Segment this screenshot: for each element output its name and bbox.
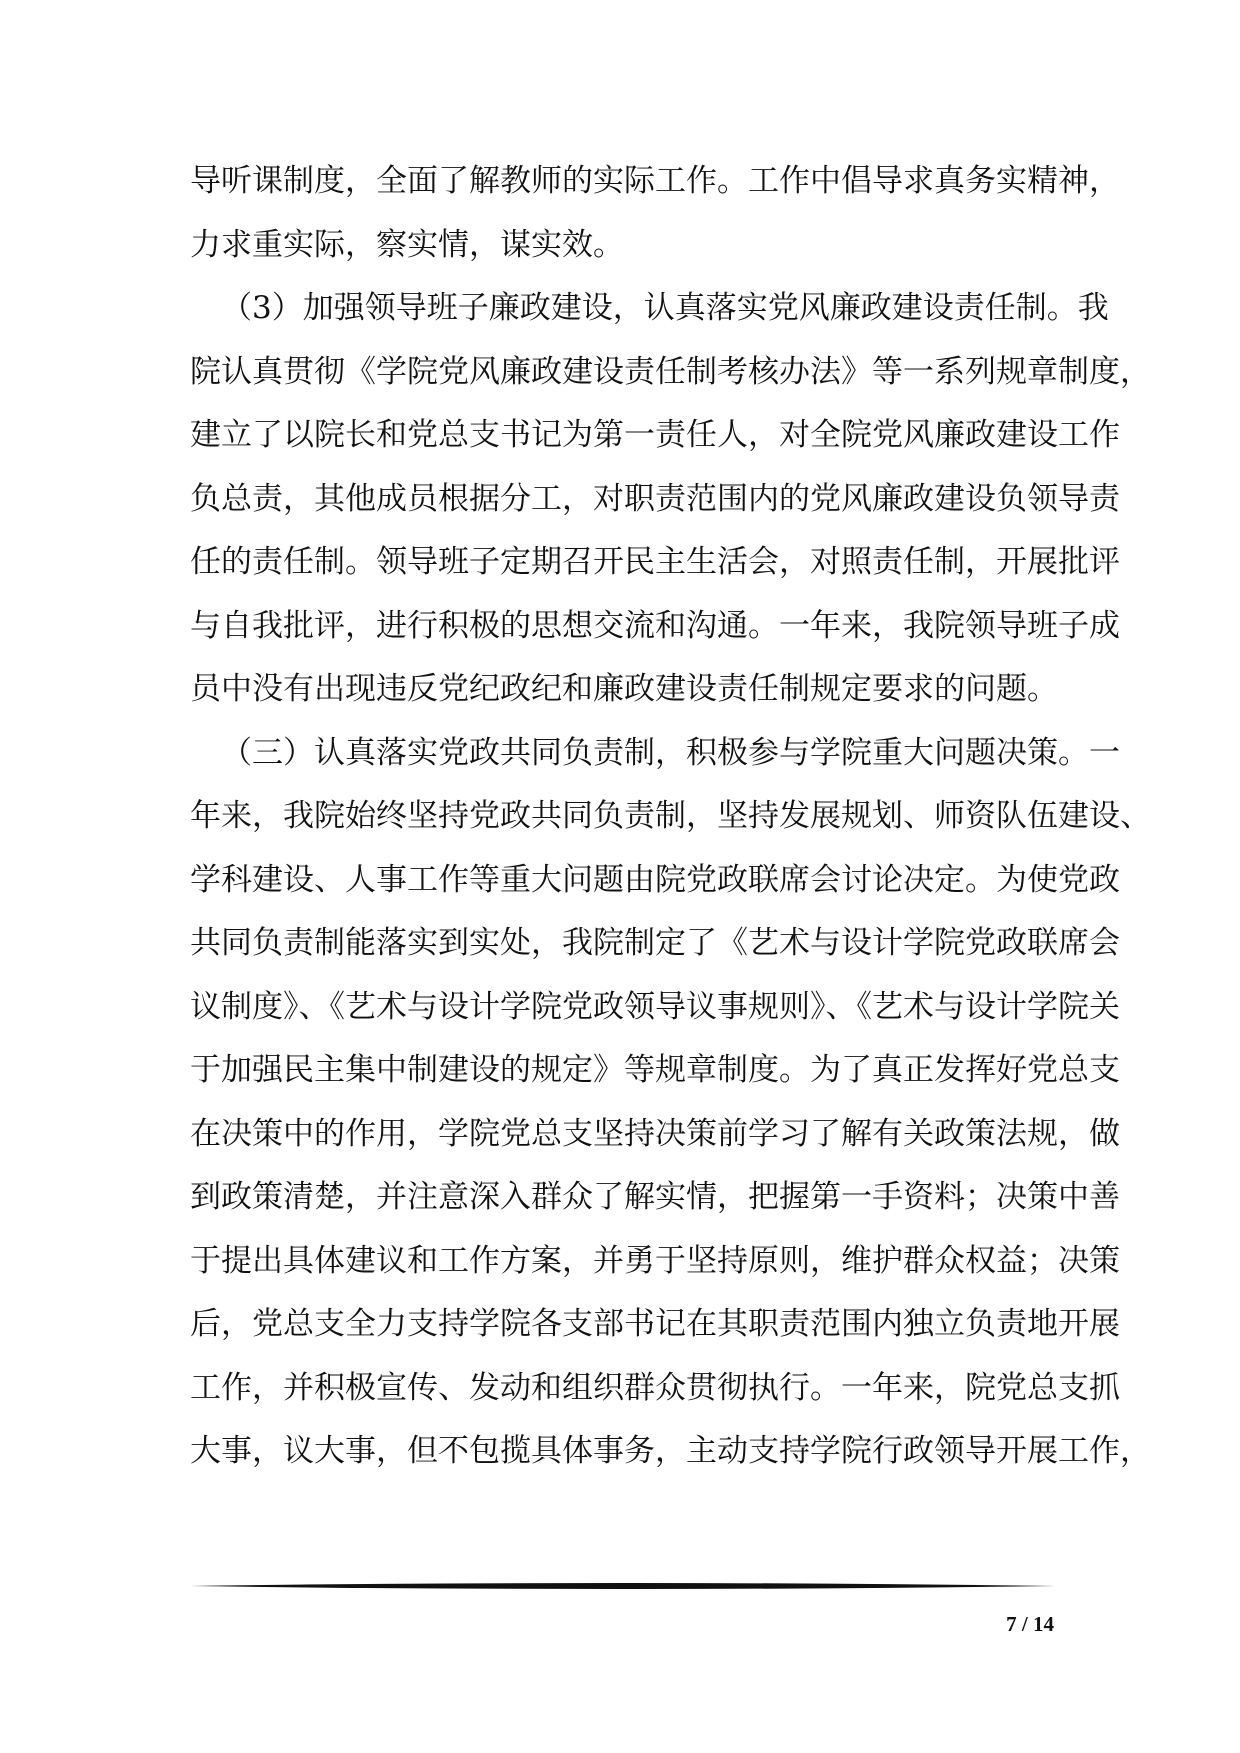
body-line: 工作，并积极宣传、发动和组织群众贯彻执行。一年来，院党总支抓 <box>190 1369 1120 1406</box>
body-line: 共同负责制能落实到实处，我院制定了《艺术与设计学院党政联席会 <box>190 925 1120 961</box>
body-line: 到政策清楚，并注意深入群众了解实情，把握第一手资料；决策中善 <box>190 1179 1120 1215</box>
body-line: 建立了以院长和党总支书记为第一责任人，对全院党风廉政建设工作 <box>190 417 1120 453</box>
body-line: 学科建设、人事工作等重大问题由院党政联席会讨论决定。为使党政 <box>190 861 1120 898</box>
body-line: 任的责任制。领导班子定期召开民主生活会，对照责任制，开展批评 <box>190 544 1120 580</box>
body-line: 员中没有出现违反党纪政纪和廉政建设责任制规定要求的问题。 <box>190 671 1058 707</box>
body-line: 大事，议大事，但不包揽具体事务，主动支持学院行政领导开展工作， <box>190 1433 1151 1469</box>
body-line: 后，党总支全力支持学院各支部书记在其职责范围内独立负责地开展 <box>190 1306 1120 1342</box>
body-line: 院认真贯彻《学院党风廉政建设责任制考核办法》等一系列规章制度， <box>190 353 1151 390</box>
body-line: 于加强民主集中制建设的规定》等规章制度。为了真正发挥好党总支 <box>190 1052 1120 1088</box>
page-number: 7 / 14 <box>1006 1612 1054 1636</box>
body-line: 导听课制度，全面了解教师的实际工作。工作中倡导求真务实精神， <box>190 163 1120 199</box>
body-line: 在决策中的作用，学院党总支坚持决策前学习了解有关政策法规，做 <box>190 1115 1120 1152</box>
body-line: 于提出具体建议和工作方案，并勇于坚持原则，维护群众权益；决策 <box>190 1242 1120 1279</box>
body-line: 议制度》、《艺术与设计学院党政领导议事规则》、《艺术与设计学院关 <box>190 988 1120 1025</box>
body-line: 与自我批评，进行积极的思想交流和沟通。一年来，我院领导班子成 <box>190 607 1120 644</box>
body-line: 年来，我院始终坚持党政共同负责制，坚持发展规划、师资队伍建设、 <box>190 798 1151 834</box>
document-body <box>190 150 1151 1484</box>
body-line: （3）加强领导班子廉政建设，认真落实党风廉政建设责任制。我 <box>221 290 1109 326</box>
footer-divider <box>190 1581 1056 1591</box>
body-line: （三）认真落实党政共同负责制，积极参与学院重大问题决策。一 <box>221 734 1120 771</box>
body-line: 力求重实际，察实情，谋实效。 <box>190 226 624 263</box>
body-line: 负总责，其他成员根据分工，对职责范围内的党风廉政建设负领导责 <box>190 480 1120 517</box>
